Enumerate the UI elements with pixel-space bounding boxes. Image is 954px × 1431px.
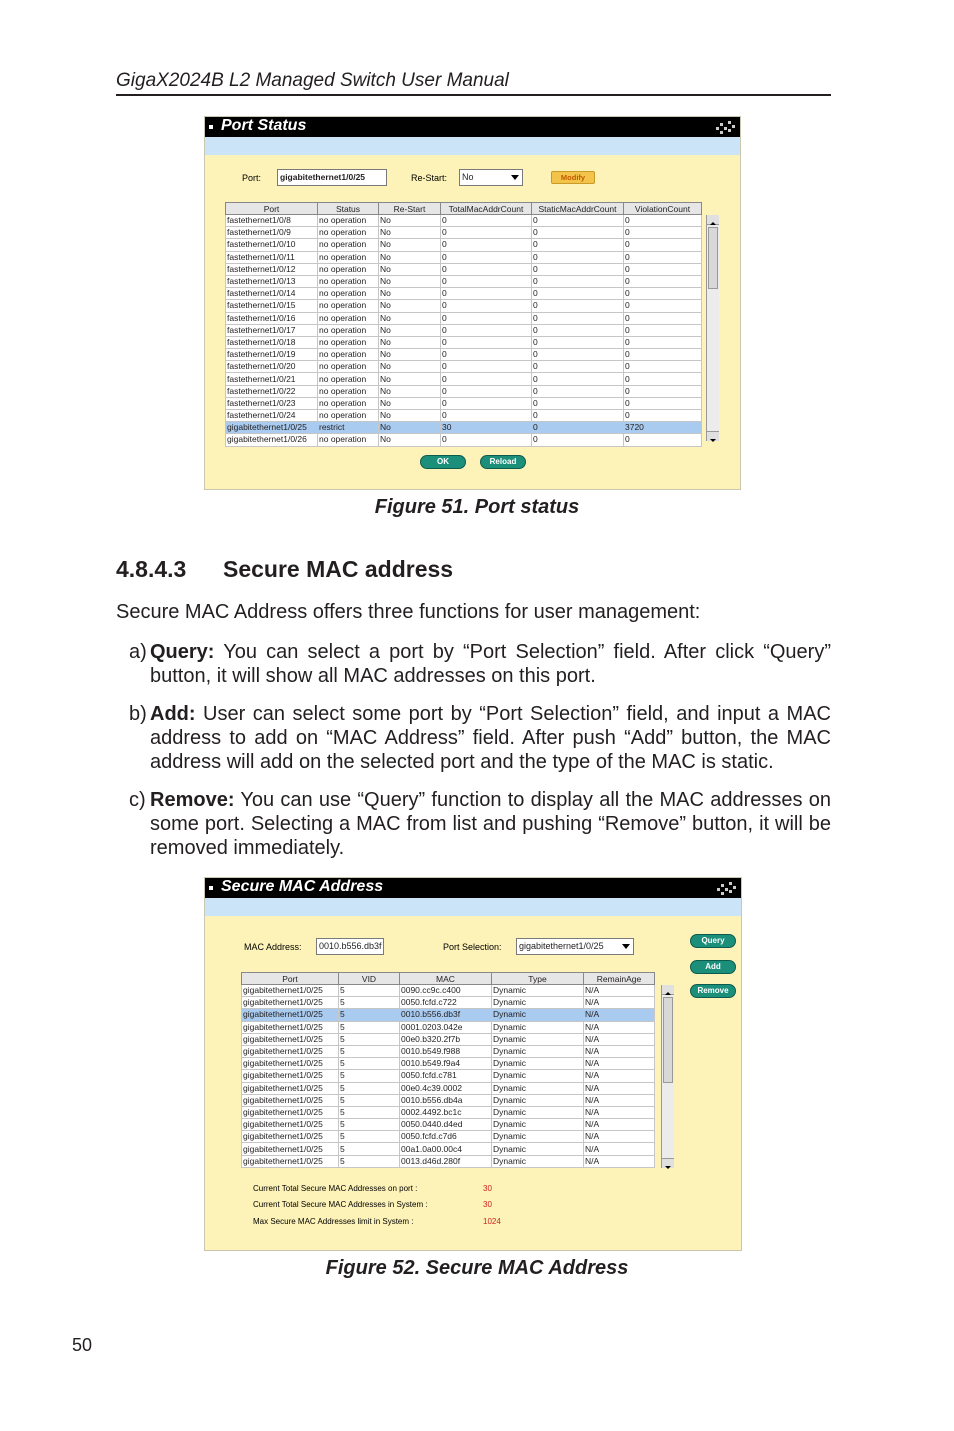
- table-cell: Dynamic: [492, 1119, 584, 1131]
- table-cell: No: [379, 349, 441, 361]
- table-cell: 5: [339, 1106, 400, 1118]
- logo-icon: [714, 119, 736, 135]
- table-cell: no operation: [318, 215, 379, 227]
- table-cell: 5: [339, 1045, 400, 1057]
- table-cell: 00e0.4c39.0002: [400, 1082, 492, 1094]
- table-row[interactable]: [242, 1143, 655, 1155]
- table-cell: 0: [441, 275, 532, 287]
- table-cell: 0013.d46d.280f: [400, 1155, 492, 1167]
- column-header[interactable]: TotalMacAddrCount: [441, 203, 532, 215]
- figure-51-caption: Figure 51. Port status: [374, 496, 580, 518]
- table-cell: 0: [532, 361, 624, 373]
- table-cell: gigabitethernet1/0/25: [242, 1021, 339, 1033]
- table-cell: 0050.fcfd.c722: [400, 997, 492, 1009]
- table-row[interactable]: [242, 1131, 655, 1143]
- table-cell: gigabitethernet1/0/25: [242, 985, 339, 997]
- table-cell: 0: [624, 349, 702, 361]
- table-cell: 0050.fcfd.c7d6: [400, 1131, 492, 1143]
- description: You can use “Query” function to display all the MAC addresses on some port. Selecting a MAC from list and pushing “Remove” button, it will be removed immediately.: [150, 789, 831, 859]
- scroll-thumb[interactable]: [663, 997, 673, 1083]
- table-cell: No: [379, 373, 441, 385]
- table-cell: 0010.b549.f9a4: [400, 1058, 492, 1070]
- description: User can select some port by “Port Selection” field, and input a MAC address to add on “MAC Address” field. After push “Add” button, the MAC address will add on the selected port and the type of the MAC is static.: [150, 703, 831, 773]
- table-cell: No: [379, 215, 441, 227]
- vertical-scrollbar[interactable]: [661, 985, 674, 1168]
- table-cell: 0090.cc9c.c400: [400, 985, 492, 997]
- table-row[interactable]: [242, 1033, 655, 1045]
- scroll-up-icon[interactable]: [662, 985, 674, 995]
- table-cell: 5: [339, 1082, 400, 1094]
- table-cell: no operation: [318, 349, 379, 361]
- table-cell: N/A: [584, 1094, 655, 1106]
- table-row[interactable]: [242, 985, 655, 997]
- table-cell: N/A: [584, 1143, 655, 1155]
- table-cell: Dynamic: [492, 1070, 584, 1082]
- table-cell: gigabitethernet1/0/25: [242, 1045, 339, 1057]
- table-cell: No: [379, 336, 441, 348]
- table-row[interactable]: [226, 434, 702, 446]
- secure-mac-window: [204, 877, 742, 1251]
- table-cell: 0: [532, 275, 624, 287]
- table-cell: 0: [441, 336, 532, 348]
- table-cell: gigabitethernet1/0/25: [242, 1155, 339, 1167]
- table-cell: 0: [532, 312, 624, 324]
- term: Query:: [150, 641, 215, 663]
- table-cell: 0: [624, 336, 702, 348]
- scroll-up-icon[interactable]: [707, 215, 719, 225]
- table-cell: fastethernet1/0/22: [226, 385, 318, 397]
- table-cell: 0: [624, 361, 702, 373]
- table-cell: 5: [339, 1070, 400, 1082]
- term: Add:: [150, 703, 196, 725]
- table-cell: Dynamic: [492, 1045, 584, 1057]
- table-cell: 5: [339, 1131, 400, 1143]
- table-cell: fastethernet1/0/13: [226, 275, 318, 287]
- window-title: Secure MAC Address: [221, 878, 384, 895]
- table-cell: No: [379, 434, 441, 446]
- table-cell: 0: [532, 263, 624, 275]
- table-row[interactable]: [242, 1070, 655, 1082]
- restart-label: Re-Start:: [411, 173, 448, 183]
- table-cell: 0: [532, 336, 624, 348]
- table-cell: Dynamic: [492, 1131, 584, 1143]
- column-header[interactable]: ViolationCount: [624, 203, 702, 215]
- table-row[interactable]: [242, 1021, 655, 1033]
- table-row[interactable]: [226, 324, 702, 336]
- table-cell: No: [379, 361, 441, 373]
- table-cell: fastethernet1/0/11: [226, 251, 318, 263]
- table-cell: 0: [532, 373, 624, 385]
- table-cell: 0: [532, 385, 624, 397]
- table-cell: no operation: [318, 288, 379, 300]
- table-cell: 0: [441, 300, 532, 312]
- table-row[interactable]: [226, 300, 702, 312]
- list-item: [116, 640, 831, 688]
- port-status-table: [225, 202, 702, 447]
- table-cell: 0: [532, 410, 624, 422]
- table-cell: no operation: [318, 251, 379, 263]
- list-marker: a): [129, 641, 147, 663]
- intro-paragraph: Secure MAC Address offers three functions for user management:: [116, 601, 701, 623]
- column-header[interactable]: VID: [339, 973, 400, 985]
- table-cell: N/A: [584, 1058, 655, 1070]
- table-cell: gigabitethernet1/0/25: [242, 1094, 339, 1106]
- table-cell: 5: [339, 1119, 400, 1131]
- table-cell: No: [379, 288, 441, 300]
- bullet-icon: [209, 125, 213, 129]
- table-cell: fastethernet1/0/18: [226, 336, 318, 348]
- table-cell: no operation: [318, 361, 379, 373]
- table-cell: no operation: [318, 373, 379, 385]
- table-cell: 0010.b549.f988: [400, 1045, 492, 1057]
- modify-button[interactable]: Modify: [551, 171, 595, 184]
- chevron-down-icon: [511, 175, 519, 180]
- column-header[interactable]: StaticMacAddrCount: [532, 203, 624, 215]
- table-cell: 0: [624, 239, 702, 251]
- table-cell: 0: [624, 300, 702, 312]
- table-cell: 0: [441, 361, 532, 373]
- table-cell: gigabitethernet1/0/26: [226, 434, 318, 446]
- table-row[interactable]: [226, 373, 702, 385]
- stat-value: 30: [483, 1200, 492, 1209]
- table-cell: no operation: [318, 239, 379, 251]
- table-cell: fastethernet1/0/12: [226, 263, 318, 275]
- table-cell: Dynamic: [492, 1106, 584, 1118]
- table-cell: no operation: [318, 312, 379, 324]
- table-row[interactable]: [242, 1045, 655, 1057]
- table-cell: no operation: [318, 434, 379, 446]
- table-cell: Dynamic: [492, 1021, 584, 1033]
- table-cell: fastethernet1/0/23: [226, 397, 318, 409]
- table-cell: 0: [532, 215, 624, 227]
- table-cell: 0: [441, 312, 532, 324]
- mac-address-input[interactable]: 0010.b556.db3f: [316, 938, 384, 955]
- column-header[interactable]: Type: [492, 973, 584, 985]
- list-marker: b): [129, 703, 147, 725]
- table-cell: Dynamic: [492, 1082, 584, 1094]
- table-cell: Dynamic: [492, 1009, 584, 1021]
- table-cell: N/A: [584, 1155, 655, 1167]
- table-cell: fastethernet1/0/8: [226, 215, 318, 227]
- table-row[interactable]: [242, 1058, 655, 1070]
- table-cell: Dynamic: [492, 1033, 584, 1045]
- table-row[interactable]: [226, 312, 702, 324]
- table-cell: No: [379, 263, 441, 275]
- section-title: Secure MAC address: [223, 556, 454, 582]
- table-cell: N/A: [584, 1045, 655, 1057]
- table-row[interactable]: [226, 410, 702, 422]
- table-cell: N/A: [584, 997, 655, 1009]
- table-cell: fastethernet1/0/15: [226, 300, 318, 312]
- stat-value: 1024: [483, 1217, 501, 1226]
- table-cell: N/A: [584, 985, 655, 997]
- table-cell: 0: [624, 324, 702, 336]
- mac-address-label: MAC Address:: [244, 942, 302, 952]
- table-cell: 0: [532, 300, 624, 312]
- table-cell: 30: [441, 422, 532, 434]
- table-cell: Dynamic: [492, 1058, 584, 1070]
- table-cell: no operation: [318, 385, 379, 397]
- table-cell: No: [379, 422, 441, 434]
- list-marker: c): [129, 789, 146, 811]
- table-cell: Dynamic: [492, 1094, 584, 1106]
- logo-icon: [715, 880, 737, 896]
- table-cell: Dynamic: [492, 1155, 584, 1167]
- table-cell: 0: [624, 434, 702, 446]
- add-button[interactable]: Add: [690, 960, 736, 974]
- table-row[interactable]: [242, 1106, 655, 1118]
- chevron-down-icon: [622, 944, 630, 949]
- vertical-scrollbar[interactable]: [706, 215, 719, 441]
- table-row[interactable]: [226, 397, 702, 409]
- table-cell: 0: [624, 312, 702, 324]
- ok-button[interactable]: OK: [420, 455, 466, 469]
- table-cell: no operation: [318, 324, 379, 336]
- table-cell: 0: [441, 410, 532, 422]
- table-row[interactable]: [226, 288, 702, 300]
- table-cell: N/A: [584, 1021, 655, 1033]
- table-cell: 0: [441, 288, 532, 300]
- remove-button[interactable]: Remove: [690, 984, 736, 998]
- term: Remove:: [150, 789, 235, 811]
- table-cell: N/A: [584, 1119, 655, 1131]
- table-row[interactable]: [226, 349, 702, 361]
- table-cell: 0: [532, 434, 624, 446]
- table-cell: 0: [441, 385, 532, 397]
- table-cell: Dynamic: [492, 1143, 584, 1155]
- table-cell: no operation: [318, 300, 379, 312]
- table-cell: 0: [532, 251, 624, 263]
- port-selection-label: Port Selection:: [443, 942, 502, 952]
- table-cell: 0: [624, 251, 702, 263]
- table-cell: 5: [339, 1058, 400, 1070]
- table-cell: No: [379, 300, 441, 312]
- table-cell: gigabitethernet1/0/25: [242, 1119, 339, 1131]
- table-cell: restrict: [318, 422, 379, 434]
- table-cell: 5: [339, 985, 400, 997]
- table-cell: 00e0.b320.2f7b: [400, 1033, 492, 1045]
- table-row[interactable]: [226, 336, 702, 348]
- table-cell: 5: [339, 997, 400, 1009]
- port-label: Port:: [242, 173, 262, 183]
- table-cell: 0: [441, 434, 532, 446]
- table-cell: 0: [624, 227, 702, 239]
- table-cell: Dynamic: [492, 997, 584, 1009]
- table-cell: 0050.fcfd.c781: [400, 1070, 492, 1082]
- table-row[interactable]: [242, 1119, 655, 1131]
- table-cell: 0: [624, 410, 702, 422]
- table-cell: no operation: [318, 227, 379, 239]
- table-cell: 0: [624, 397, 702, 409]
- table-cell: N/A: [584, 1033, 655, 1045]
- table-row[interactable]: [242, 1009, 655, 1021]
- window-title: Port Status: [221, 117, 307, 134]
- table-cell: gigabitethernet1/0/25: [242, 1106, 339, 1118]
- column-header[interactable]: Port: [226, 203, 318, 215]
- table-cell: 0: [532, 349, 624, 361]
- table-cell: No: [379, 410, 441, 422]
- list-item: [116, 788, 831, 860]
- table-cell: No: [379, 385, 441, 397]
- table-cell: N/A: [584, 1070, 655, 1082]
- column-header[interactable]: RemainAge: [584, 973, 655, 985]
- table-row[interactable]: [226, 275, 702, 287]
- table-cell: gigabitethernet1/0/25: [242, 997, 339, 1009]
- table-cell: 0050.0440.d4ed: [400, 1119, 492, 1131]
- table-cell: no operation: [318, 336, 379, 348]
- table-row[interactable]: [226, 361, 702, 373]
- table-row[interactable]: [242, 1094, 655, 1106]
- table-row[interactable]: [226, 263, 702, 275]
- table-cell: 0: [624, 263, 702, 275]
- port-status-window: [204, 116, 741, 490]
- table-cell: 0: [441, 263, 532, 275]
- table-cell: 3720: [624, 422, 702, 434]
- stat-label: Max Secure MAC Addresses limit in System :: [253, 1217, 414, 1226]
- table-cell: 0010.b556.db4a: [400, 1094, 492, 1106]
- section-number: 4.8.4.3: [116, 556, 187, 582]
- table-cell: 0002.4492.bc1c: [400, 1106, 492, 1118]
- table-cell: No: [379, 312, 441, 324]
- table-cell: N/A: [584, 1082, 655, 1094]
- reload-button[interactable]: Reload: [480, 455, 526, 469]
- table-cell: 0: [441, 215, 532, 227]
- table-cell: fastethernet1/0/24: [226, 410, 318, 422]
- header-band: [205, 898, 741, 916]
- table-row[interactable]: [226, 227, 702, 239]
- table-cell: 0: [532, 239, 624, 251]
- table-row[interactable]: [226, 385, 702, 397]
- table-cell: gigabitethernet1/0/25: [242, 1009, 339, 1021]
- table-cell: 5: [339, 1021, 400, 1033]
- table-cell: gigabitethernet1/0/25: [242, 1082, 339, 1094]
- table-cell: fastethernet1/0/16: [226, 312, 318, 324]
- scroll-down-icon[interactable]: [707, 431, 719, 441]
- table-cell: no operation: [318, 263, 379, 275]
- table-cell: 5: [339, 1143, 400, 1155]
- scroll-thumb[interactable]: [708, 227, 718, 289]
- stat-value: 30: [483, 1184, 492, 1193]
- table-row[interactable]: [242, 1082, 655, 1094]
- column-header[interactable]: Re-Start: [379, 203, 441, 215]
- table-cell: gigabitethernet1/0/25: [242, 1143, 339, 1155]
- table-cell: 0: [441, 251, 532, 263]
- table-cell: 0010.b556.db3f: [400, 1009, 492, 1021]
- table-cell: 5: [339, 1155, 400, 1167]
- table-cell: N/A: [584, 1131, 655, 1143]
- stat-label: Current Total Secure MAC Addresses on port :: [253, 1184, 418, 1193]
- table-cell: 0: [441, 349, 532, 361]
- description: You can select a port by “Port Selection” field. After click “Query” button, it will show all MAC addresses on this port.: [150, 641, 831, 687]
- table-cell: No: [379, 275, 441, 287]
- table-cell: 5: [339, 1094, 400, 1106]
- table-cell: no operation: [318, 410, 379, 422]
- table-cell: gigabitethernet1/0/25: [226, 422, 318, 434]
- table-cell: fastethernet1/0/14: [226, 288, 318, 300]
- table-cell: 0: [441, 373, 532, 385]
- column-header[interactable]: Port: [242, 973, 339, 985]
- table-cell: 00a1.0a00.00c4: [400, 1143, 492, 1155]
- table-cell: No: [379, 227, 441, 239]
- title-bar: [205, 117, 740, 137]
- port-field[interactable]: gigabitethernet1/0/25: [277, 169, 387, 186]
- table-cell: fastethernet1/0/19: [226, 349, 318, 361]
- running-header: [116, 70, 831, 96]
- table-row[interactable]: [242, 1155, 655, 1167]
- table-row[interactable]: [226, 422, 702, 434]
- table-cell: fastethernet1/0/9: [226, 227, 318, 239]
- table-cell: N/A: [584, 1009, 655, 1021]
- table-cell: 0: [624, 275, 702, 287]
- table-cell: gigabitethernet1/0/25: [242, 1058, 339, 1070]
- table-cell: fastethernet1/0/21: [226, 373, 318, 385]
- table-cell: N/A: [584, 1106, 655, 1118]
- table-cell: 0: [624, 215, 702, 227]
- table-row[interactable]: [226, 239, 702, 251]
- table-cell: 0001.0203.042e: [400, 1021, 492, 1033]
- table-row[interactable]: [226, 215, 702, 227]
- manual-title: GigaX2024B L2 Managed Switch User Manual: [116, 70, 509, 91]
- table-cell: 0: [624, 373, 702, 385]
- table-row[interactable]: [242, 997, 655, 1009]
- column-header[interactable]: Status: [318, 203, 379, 215]
- scroll-down-icon[interactable]: [662, 1158, 674, 1168]
- table-cell: No: [379, 397, 441, 409]
- page-number: 50: [72, 1335, 93, 1355]
- header-band: [205, 137, 740, 155]
- table-cell: 0: [532, 227, 624, 239]
- table-cell: gigabitethernet1/0/25: [242, 1131, 339, 1143]
- table-cell: gigabitethernet1/0/25: [242, 1070, 339, 1082]
- table-cell: 0: [441, 397, 532, 409]
- table-cell: fastethernet1/0/10: [226, 239, 318, 251]
- stat-label: Current Total Secure MAC Addresses in System :: [253, 1200, 428, 1209]
- table-cell: 0: [441, 239, 532, 251]
- table-cell: 0: [624, 288, 702, 300]
- table-cell: 0: [532, 397, 624, 409]
- table-cell: fastethernet1/0/20: [226, 361, 318, 373]
- table-cell: 5: [339, 1009, 400, 1021]
- table-row[interactable]: [226, 251, 702, 263]
- table-cell: 0: [441, 227, 532, 239]
- figure-52-caption: Figure 52. Secure MAC Address: [325, 1257, 629, 1279]
- bullet-icon: [209, 886, 213, 890]
- query-button[interactable]: Query: [690, 934, 736, 948]
- table-cell: 5: [339, 1033, 400, 1045]
- table-cell: 0: [532, 422, 624, 434]
- table-cell: no operation: [318, 275, 379, 287]
- table-cell: No: [379, 324, 441, 336]
- table-cell: fastethernet1/0/17: [226, 324, 318, 336]
- table-cell: No: [379, 239, 441, 251]
- table-cell: Dynamic: [492, 985, 584, 997]
- column-header[interactable]: MAC: [400, 973, 492, 985]
- list-item: [116, 702, 831, 774]
- table-cell: no operation: [318, 397, 379, 409]
- title-bar: [205, 878, 741, 898]
- restart-select[interactable]: No: [459, 169, 523, 186]
- table-cell: 0: [441, 324, 532, 336]
- table-cell: 0: [624, 385, 702, 397]
- table-cell: 0: [532, 288, 624, 300]
- table-cell: No: [379, 251, 441, 263]
- table-cell: gigabitethernet1/0/25: [242, 1033, 339, 1045]
- secure-mac-table: [241, 972, 655, 1168]
- table-cell: 0: [532, 324, 624, 336]
- port-selection-select[interactable]: gigabitethernet1/0/25: [516, 938, 634, 955]
